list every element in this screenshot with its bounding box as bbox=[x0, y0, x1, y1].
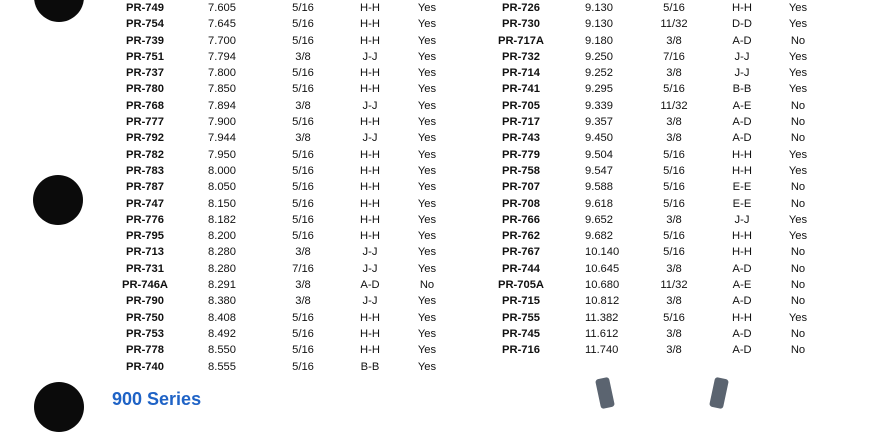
length-value: 8.050 bbox=[208, 181, 236, 194]
width-value: 3/8 bbox=[666, 34, 682, 47]
part-number: PR-751 bbox=[126, 50, 164, 63]
table-row bbox=[110, 228, 450, 244]
binder-hole-bottom bbox=[34, 382, 84, 432]
decorative-graphic-left bbox=[595, 377, 615, 409]
width-value: 3/8 bbox=[295, 132, 311, 145]
length-value: 8.291 bbox=[208, 279, 236, 292]
stock-status: No bbox=[790, 132, 806, 145]
part-number: PR-768 bbox=[126, 99, 164, 112]
table-row bbox=[110, 277, 450, 293]
stock-status: Yes bbox=[788, 83, 808, 96]
table-row bbox=[485, 49, 825, 65]
width-value: 5/16 bbox=[292, 197, 314, 210]
table-row bbox=[110, 16, 450, 32]
end-type: H-H bbox=[732, 2, 752, 14]
stock-status: Yes bbox=[788, 18, 808, 31]
length-value: 9.180 bbox=[585, 34, 613, 47]
part-number: PR-717A bbox=[497, 34, 544, 47]
width-value: 5/16 bbox=[663, 83, 685, 96]
width-value: 3/8 bbox=[295, 246, 311, 259]
width-value: 5/16 bbox=[663, 230, 685, 243]
stock-status: Yes bbox=[417, 344, 437, 357]
table-row bbox=[485, 0, 825, 16]
table-row bbox=[110, 179, 450, 195]
table-row bbox=[110, 98, 450, 114]
table-row bbox=[485, 98, 825, 114]
length-value: 9.547 bbox=[585, 164, 613, 177]
binder-hole-middle bbox=[33, 175, 83, 225]
stock-status: Yes bbox=[788, 50, 808, 63]
length-value: 8.550 bbox=[208, 344, 236, 357]
part-number: PR-787 bbox=[126, 181, 164, 194]
length-value: 8.200 bbox=[208, 230, 236, 243]
length-value: 10.645 bbox=[585, 262, 620, 275]
stock-status: Yes bbox=[417, 181, 437, 194]
part-number: PR-732 bbox=[502, 50, 540, 63]
width-value: 3/8 bbox=[666, 213, 682, 226]
length-value: 9.450 bbox=[585, 132, 613, 145]
length-value: 11.612 bbox=[585, 327, 619, 340]
length-value: 9.295 bbox=[585, 83, 613, 96]
table-row bbox=[110, 147, 450, 163]
part-number: PR-731 bbox=[126, 262, 164, 275]
stock-status: Yes bbox=[417, 99, 437, 112]
table-row bbox=[110, 326, 450, 342]
stock-status: Yes bbox=[788, 311, 808, 324]
end-type: A-D bbox=[732, 344, 752, 357]
end-type: A-D bbox=[732, 34, 752, 47]
table-row bbox=[485, 342, 825, 358]
parts-table-right bbox=[485, 0, 825, 359]
part-number: PR-714 bbox=[502, 67, 540, 80]
stock-status: No bbox=[790, 246, 806, 259]
width-value: 7/16 bbox=[292, 262, 314, 275]
stock-status: No bbox=[790, 344, 806, 357]
stock-status: Yes bbox=[417, 213, 437, 226]
part-number: PR-741 bbox=[502, 83, 540, 96]
end-type: H-H bbox=[360, 83, 380, 96]
width-value: 3/8 bbox=[666, 295, 682, 308]
end-type: H-H bbox=[360, 181, 380, 194]
table-row bbox=[485, 33, 825, 49]
width-value: 5/16 bbox=[292, 148, 314, 161]
length-value: 7.894 bbox=[208, 99, 236, 112]
length-value: 9.652 bbox=[585, 213, 613, 226]
end-type: E-E bbox=[732, 181, 752, 194]
width-value: 3/8 bbox=[666, 327, 682, 340]
end-type: H-H bbox=[360, 197, 380, 210]
stock-status: No bbox=[790, 99, 806, 112]
width-value: 5/16 bbox=[292, 18, 314, 31]
table-row bbox=[110, 163, 450, 179]
end-type: A-D bbox=[732, 327, 752, 340]
end-type: J-J bbox=[362, 295, 378, 308]
stock-status: Yes bbox=[417, 197, 437, 210]
stock-status: No bbox=[790, 279, 806, 292]
stock-status: Yes bbox=[417, 34, 437, 47]
stock-status: No bbox=[419, 279, 435, 292]
length-value: 9.252 bbox=[585, 67, 613, 80]
end-type: H-H bbox=[360, 34, 380, 47]
stock-status: No bbox=[790, 116, 806, 129]
part-number: PR-753 bbox=[126, 327, 164, 340]
part-number: PR-740 bbox=[126, 360, 164, 373]
stock-status: Yes bbox=[417, 230, 437, 243]
width-value: 3/8 bbox=[295, 50, 311, 63]
part-number: PR-792 bbox=[126, 132, 164, 145]
end-type: H-H bbox=[732, 311, 752, 324]
length-value: 10.812 bbox=[585, 295, 620, 308]
stock-status: Yes bbox=[417, 360, 437, 373]
table-row bbox=[110, 342, 450, 358]
stock-status: No bbox=[790, 181, 806, 194]
width-value: 5/16 bbox=[292, 116, 314, 129]
table-row bbox=[110, 33, 450, 49]
end-type: H-H bbox=[360, 164, 380, 177]
width-value: 5/16 bbox=[292, 327, 314, 340]
width-value: 11/32 bbox=[660, 99, 688, 112]
table-row bbox=[485, 16, 825, 32]
length-value: 8.408 bbox=[208, 311, 236, 324]
table-row bbox=[485, 277, 825, 293]
width-value: 3/8 bbox=[666, 262, 682, 275]
table-row bbox=[485, 163, 825, 179]
binder-hole-top bbox=[34, 0, 84, 22]
stock-status: Yes bbox=[788, 213, 808, 226]
width-value: 5/16 bbox=[663, 181, 685, 194]
part-number: PR-762 bbox=[502, 230, 540, 243]
length-value: 8.150 bbox=[208, 197, 236, 210]
table-row bbox=[110, 49, 450, 65]
part-number: PR-730 bbox=[502, 18, 540, 31]
part-number: PR-747 bbox=[126, 197, 164, 210]
end-type: B-B bbox=[360, 360, 380, 373]
length-value: 9.130 bbox=[585, 18, 613, 31]
part-number: PR-705 bbox=[502, 99, 540, 112]
part-number: PR-743 bbox=[502, 132, 540, 145]
width-value: 5/16 bbox=[292, 311, 314, 324]
part-number: PR-783 bbox=[126, 164, 164, 177]
length-value: 8.182 bbox=[208, 213, 236, 226]
end-type: A-D bbox=[732, 116, 752, 129]
width-value: 5/16 bbox=[292, 2, 314, 14]
table-row bbox=[110, 293, 450, 309]
table-row bbox=[485, 147, 825, 163]
stock-status: Yes bbox=[417, 262, 437, 275]
table-row bbox=[110, 81, 450, 97]
end-type: J-J bbox=[362, 246, 378, 259]
end-type: A-E bbox=[732, 279, 752, 292]
width-value: 5/16 bbox=[663, 246, 685, 259]
width-value: 5/16 bbox=[292, 67, 314, 80]
width-value: 5/16 bbox=[663, 148, 685, 161]
end-type: H-H bbox=[360, 67, 380, 80]
table-row bbox=[110, 212, 450, 228]
table-row bbox=[485, 212, 825, 228]
length-value: 11.382 bbox=[585, 311, 619, 324]
part-number: PR-779 bbox=[502, 148, 540, 161]
part-number: PR-745 bbox=[502, 327, 540, 340]
part-number: PR-778 bbox=[126, 344, 164, 357]
end-type: A-D bbox=[732, 262, 752, 275]
decorative-graphic-right bbox=[709, 377, 729, 409]
stock-status: No bbox=[790, 34, 806, 47]
stock-status: No bbox=[790, 295, 806, 308]
length-value: 7.944 bbox=[208, 132, 236, 145]
part-number: PR-716 bbox=[502, 344, 540, 357]
width-value: 5/16 bbox=[663, 164, 685, 177]
part-number: PR-750 bbox=[126, 311, 164, 324]
length-value: 9.250 bbox=[585, 50, 613, 63]
end-type: E-E bbox=[732, 197, 752, 210]
part-number: PR-708 bbox=[502, 197, 540, 210]
stock-status: Yes bbox=[417, 116, 437, 129]
length-value: 11.740 bbox=[585, 344, 619, 357]
width-value: 11/32 bbox=[660, 279, 688, 292]
end-type: H-H bbox=[360, 344, 380, 357]
part-number: PR-715 bbox=[502, 295, 540, 308]
table-row bbox=[485, 228, 825, 244]
series-heading: 900 Series bbox=[112, 389, 202, 409]
length-value: 8.492 bbox=[208, 327, 236, 340]
end-type: H-H bbox=[360, 213, 380, 226]
part-number: PR-755 bbox=[502, 311, 540, 324]
table-row bbox=[485, 196, 825, 212]
end-type: H-H bbox=[732, 164, 752, 177]
part-number: PR-766 bbox=[502, 213, 540, 226]
part-number: PR-754 bbox=[126, 18, 164, 31]
table-row bbox=[485, 179, 825, 195]
part-number: PR-707 bbox=[502, 181, 540, 194]
stock-status: No bbox=[790, 262, 806, 275]
length-value: 7.645 bbox=[208, 18, 236, 31]
end-type: B-B bbox=[732, 83, 752, 96]
width-value: 5/16 bbox=[292, 83, 314, 96]
part-number: PR-744 bbox=[502, 262, 540, 275]
end-type: J-J bbox=[734, 67, 750, 80]
part-number: PR-795 bbox=[126, 230, 164, 243]
table-row bbox=[110, 114, 450, 130]
table-row bbox=[485, 81, 825, 97]
stock-status: Yes bbox=[417, 132, 437, 145]
width-value: 5/16 bbox=[292, 344, 314, 357]
part-number: PR-705A bbox=[497, 279, 544, 292]
width-value: 3/8 bbox=[295, 279, 311, 292]
width-value: 3/8 bbox=[666, 67, 682, 80]
table-row bbox=[485, 244, 825, 260]
width-value: 5/16 bbox=[292, 181, 314, 194]
parts-table-left bbox=[110, 0, 450, 375]
stock-status: Yes bbox=[788, 2, 808, 14]
end-type: J-J bbox=[734, 50, 750, 63]
end-type: J-J bbox=[734, 213, 750, 226]
width-value: 3/8 bbox=[666, 116, 682, 129]
length-value: 10.680 bbox=[585, 279, 620, 292]
table-row bbox=[485, 293, 825, 309]
end-type: H-H bbox=[360, 18, 380, 31]
stock-status: Yes bbox=[417, 67, 437, 80]
end-type: A-D bbox=[732, 295, 752, 308]
table-row bbox=[110, 244, 450, 260]
length-value: 7.950 bbox=[208, 148, 236, 161]
table-row bbox=[110, 130, 450, 146]
end-type: H-H bbox=[732, 246, 752, 259]
length-value: 9.682 bbox=[585, 230, 613, 243]
table-row bbox=[485, 114, 825, 130]
length-value: 9.618 bbox=[585, 197, 613, 210]
length-value: 7.900 bbox=[208, 116, 236, 129]
end-type: H-H bbox=[360, 148, 380, 161]
width-value: 5/16 bbox=[663, 311, 685, 324]
part-number: PR-737 bbox=[126, 67, 164, 80]
length-value: 8.380 bbox=[208, 295, 236, 308]
table-row bbox=[485, 130, 825, 146]
stock-status: Yes bbox=[417, 164, 437, 177]
width-value: 5/16 bbox=[292, 230, 314, 243]
part-number: PR-713 bbox=[126, 246, 164, 259]
part-number: PR-767 bbox=[502, 246, 540, 259]
length-value: 9.339 bbox=[585, 99, 613, 112]
part-number: PR-739 bbox=[126, 34, 164, 47]
length-value: 8.280 bbox=[208, 246, 236, 259]
stock-status: Yes bbox=[788, 164, 808, 177]
end-type: J-J bbox=[362, 132, 378, 145]
length-value: 7.605 bbox=[208, 2, 236, 14]
part-number: PR-780 bbox=[126, 83, 164, 96]
table-row bbox=[485, 310, 825, 326]
length-value: 9.588 bbox=[585, 181, 613, 194]
stock-status: Yes bbox=[788, 230, 808, 243]
width-value: 11/32 bbox=[660, 18, 688, 31]
stock-status: Yes bbox=[417, 50, 437, 63]
stock-status: Yes bbox=[417, 83, 437, 96]
length-value: 7.700 bbox=[208, 34, 236, 47]
width-value: 5/16 bbox=[292, 164, 314, 177]
part-number: PR-726 bbox=[502, 2, 540, 14]
end-type: H-H bbox=[732, 230, 752, 243]
length-value: 10.140 bbox=[585, 246, 620, 259]
end-type: H-H bbox=[360, 327, 380, 340]
part-number: PR-777 bbox=[126, 116, 164, 129]
end-type: D-D bbox=[732, 18, 752, 31]
part-number: PR-717 bbox=[502, 116, 540, 129]
end-type: A-D bbox=[732, 132, 752, 145]
part-number: PR-749 bbox=[126, 2, 164, 14]
stock-status: Yes bbox=[417, 246, 437, 259]
table-row bbox=[485, 65, 825, 81]
length-value: 7.850 bbox=[208, 83, 236, 96]
part-number: PR-758 bbox=[502, 164, 540, 177]
stock-status: Yes bbox=[417, 311, 437, 324]
stock-status: Yes bbox=[788, 67, 808, 80]
table-row bbox=[110, 359, 450, 375]
stock-status: Yes bbox=[417, 295, 437, 308]
part-number: PR-790 bbox=[126, 295, 164, 308]
end-type: H-H bbox=[360, 2, 380, 14]
width-value: 3/8 bbox=[666, 132, 682, 145]
end-type: H-H bbox=[360, 230, 380, 243]
length-value: 7.800 bbox=[208, 67, 236, 80]
end-type: A-E bbox=[732, 99, 752, 112]
end-type: J-J bbox=[362, 262, 378, 275]
width-value: 3/8 bbox=[295, 99, 311, 112]
table-row bbox=[485, 261, 825, 277]
end-type: J-J bbox=[362, 50, 378, 63]
end-type: H-H bbox=[732, 148, 752, 161]
part-number: PR-746A bbox=[121, 279, 168, 292]
table-row bbox=[110, 261, 450, 277]
length-value: 9.357 bbox=[585, 116, 613, 129]
length-value: 8.000 bbox=[208, 164, 236, 177]
width-value: 3/8 bbox=[295, 295, 311, 308]
end-type: H-H bbox=[360, 116, 380, 129]
width-value: 5/16 bbox=[292, 34, 314, 47]
length-value: 9.504 bbox=[585, 148, 613, 161]
stock-status: Yes bbox=[417, 18, 437, 31]
length-value: 8.555 bbox=[208, 360, 236, 373]
end-type: H-H bbox=[360, 311, 380, 324]
table-row bbox=[110, 196, 450, 212]
table-row bbox=[110, 0, 450, 16]
table-row bbox=[110, 310, 450, 326]
stock-status: Yes bbox=[417, 327, 437, 340]
stock-status: Yes bbox=[417, 148, 437, 161]
part-number: PR-782 bbox=[126, 148, 164, 161]
length-value: 9.130 bbox=[585, 2, 613, 14]
end-type: A-D bbox=[360, 279, 380, 292]
end-type: J-J bbox=[362, 99, 378, 112]
length-value: 7.794 bbox=[208, 50, 236, 63]
stock-status: Yes bbox=[788, 148, 808, 161]
stock-status: No bbox=[790, 327, 806, 340]
width-value: 3/8 bbox=[666, 344, 682, 357]
stock-status: No bbox=[790, 197, 806, 210]
table-row bbox=[110, 65, 450, 81]
width-value: 5/16 bbox=[663, 197, 685, 210]
part-number: PR-776 bbox=[126, 213, 164, 226]
table-row bbox=[485, 326, 825, 342]
width-value: 5/16 bbox=[292, 213, 314, 226]
length-value: 8.280 bbox=[208, 262, 236, 275]
width-value: 5/16 bbox=[663, 2, 685, 14]
width-value: 7/16 bbox=[663, 50, 685, 63]
stock-status: Yes bbox=[417, 2, 437, 14]
width-value: 5/16 bbox=[292, 360, 314, 373]
